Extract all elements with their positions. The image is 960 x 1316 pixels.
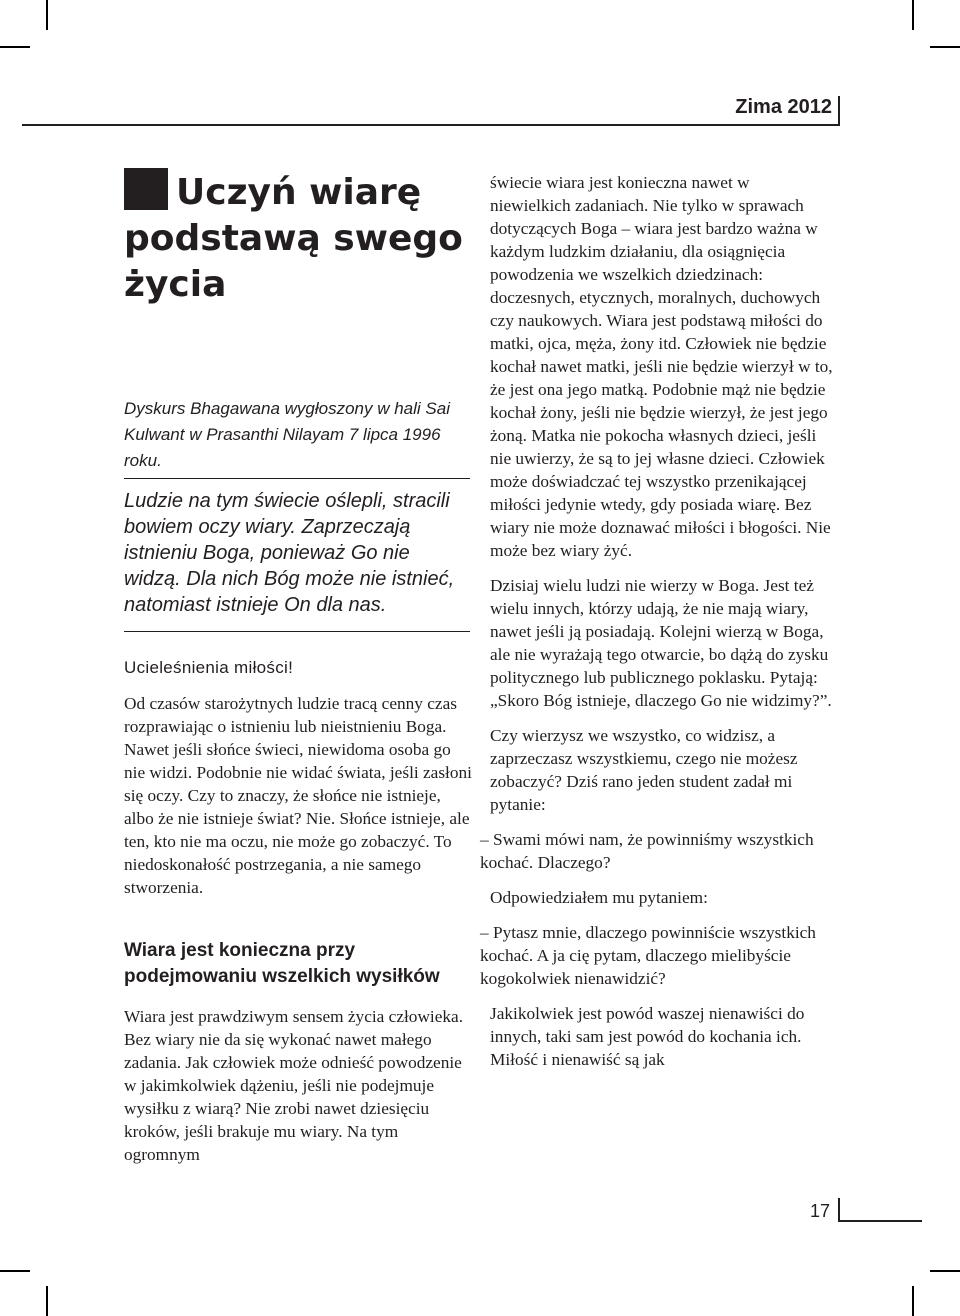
issue-label: Zima 2012 xyxy=(735,96,832,118)
right-paragraph-6: – Pytasz mnie, dlaczego powinniście wszystkich kochać. A ja cię pytam, dlaczego mielibyście kogokolwiek nienawidzić? xyxy=(480,923,816,988)
crop-mark-left-bottom xyxy=(0,1270,30,1272)
right-paragraph-4: – Swami mówi nam, że powinniśmy wszystkich kochać. Dlaczego? xyxy=(480,830,814,872)
crop-mark-bottom-right xyxy=(912,1286,914,1316)
crop-mark-top-right xyxy=(912,0,914,30)
crop-mark-bottom-left xyxy=(46,1286,48,1316)
right-paragraph-3: Czy wierzysz we wszystko, co widzisz, a zaprzeczasz wszystkiemu, czego nie możesz zobaczyć? Dziś rano jeden student zadał mi pytanie: xyxy=(490,726,798,814)
right-column xyxy=(480,171,834,1083)
header-tick xyxy=(838,96,840,126)
section-kicker: Ucieleśnienia miłości! xyxy=(124,658,294,677)
right-paragraph-1: świecie wiara jest konieczna nawet w niewielkich zadaniach. Nie tylko w sprawach dotyczących Boga – wiara jest bardzo ważna w każdym ludzkim działaniu, dla osiągnięcia powodzenia we wszelkich dziedzinach: doczesnych, etycznych, moralnych, duchowych czy naukowych. Wiara jest podstawą miłości do matki, ojca, męża, żony itd. Człowiek nie będzie kochał nawet matki, jeśli nie będzie wierzył w to, że jest ona jego matką. Podobnie mąż nie będzie kochał żony, jeśli nie będzie wierzył, że jest jego żoną. Matka nie pokocha własnych dzieci, jeśli nie uwierzy, że są to jej własne dzieci. Człowiek może doświadczać tej wszystko przenikającej miłości jedynie wtedy, gdy posiada wiarę. Bez wiary nie może doznawać miłości i błogości. Nie może bez wiary żyć. xyxy=(490,173,833,560)
byline: Dyskurs Bhagawana wygłoszony w hali Sai Kulwant w Prasanthi Nilayam 7 lipca 1996 roku. xyxy=(124,399,450,470)
article-title: Uczyń wiarę podstawą swego życia xyxy=(124,172,463,305)
divider-bottom xyxy=(124,631,470,632)
right-paragraph-7: Jakikolwiek jest powód waszej nienawiści do innych, taki sam jest powód do kochania ich. Miłość i nienawiść są jak xyxy=(490,1004,805,1069)
lead-quote: Ludzie na tym świecie oślepli, stracili bowiem oczy wiary. Zaprzeczają istnieniu Boga, ponieważ Go nie widzą. Dla nich Bóg może nie istnieć, natomiast istnieje On dla nas. xyxy=(124,490,455,616)
crop-mark-top-left xyxy=(46,0,48,30)
title-square-icon xyxy=(124,168,168,210)
crop-mark-left-top xyxy=(0,46,30,48)
footer-tick xyxy=(838,1198,840,1222)
header-rule xyxy=(22,124,840,126)
right-paragraph-5: Odpowiedziałem mu pytaniem: xyxy=(490,888,708,907)
divider-top xyxy=(124,478,470,479)
article-title-block xyxy=(124,168,484,308)
page-number: 17 xyxy=(809,1201,830,1221)
crop-mark-right-bottom xyxy=(930,1270,960,1272)
right-paragraph-2: Dzisiaj wielu ludzi nie wierzy w Boga. Jest też wielu innych, którzy udają, że nie mają wiary, nawet jeśli ją posiadają. Kolejni wierzą w Boga, ale nie wyrażają tego otwarcie, bo dążą do zysku politycznego lub publicznego poklasku. Pytają: „Skoro Bóg istnieje, dlaczego Go nie widzimy?”. xyxy=(490,576,832,710)
left-paragraph-2: Wiara jest prawdziwym sensem życia człowieka. Bez wiary nie da się wykonać nawet małego zadania. Jak człowiek może odnieść powodzenie w jakimkolwiek dążeniu, jeśli nie podejmuje wysiłku z wiarą? Nie zrobi nawet dziesięciu kroków, jeśli brakuje mu wiary. Na tym ogromnym xyxy=(124,1007,464,1164)
footer-rule xyxy=(838,1220,922,1222)
left-paragraph-1: Od czasów starożytnych ludzie tracą cenny czas rozprawiając o istnieniu lub nieistnieniu Boga. Nawet jeśli słońce świeci, niewidoma osoba go nie widzi. Podobnie nie widać świata, jeśli zasłoni się oczy. Czy to znaczy, że słońce nie istnieje, albo że nie istnieje świat? Nie. Słońce istnieje, ale ten, kto nie ma oczu, nie może go zobaczyć. To niedoskonałość postrzegania, a nie samego stworzenia. xyxy=(124,694,472,897)
crop-mark-right-top xyxy=(930,46,960,48)
subheading: Wiara jest konieczna przy podejmowaniu wszelkich wysiłków xyxy=(124,940,440,987)
